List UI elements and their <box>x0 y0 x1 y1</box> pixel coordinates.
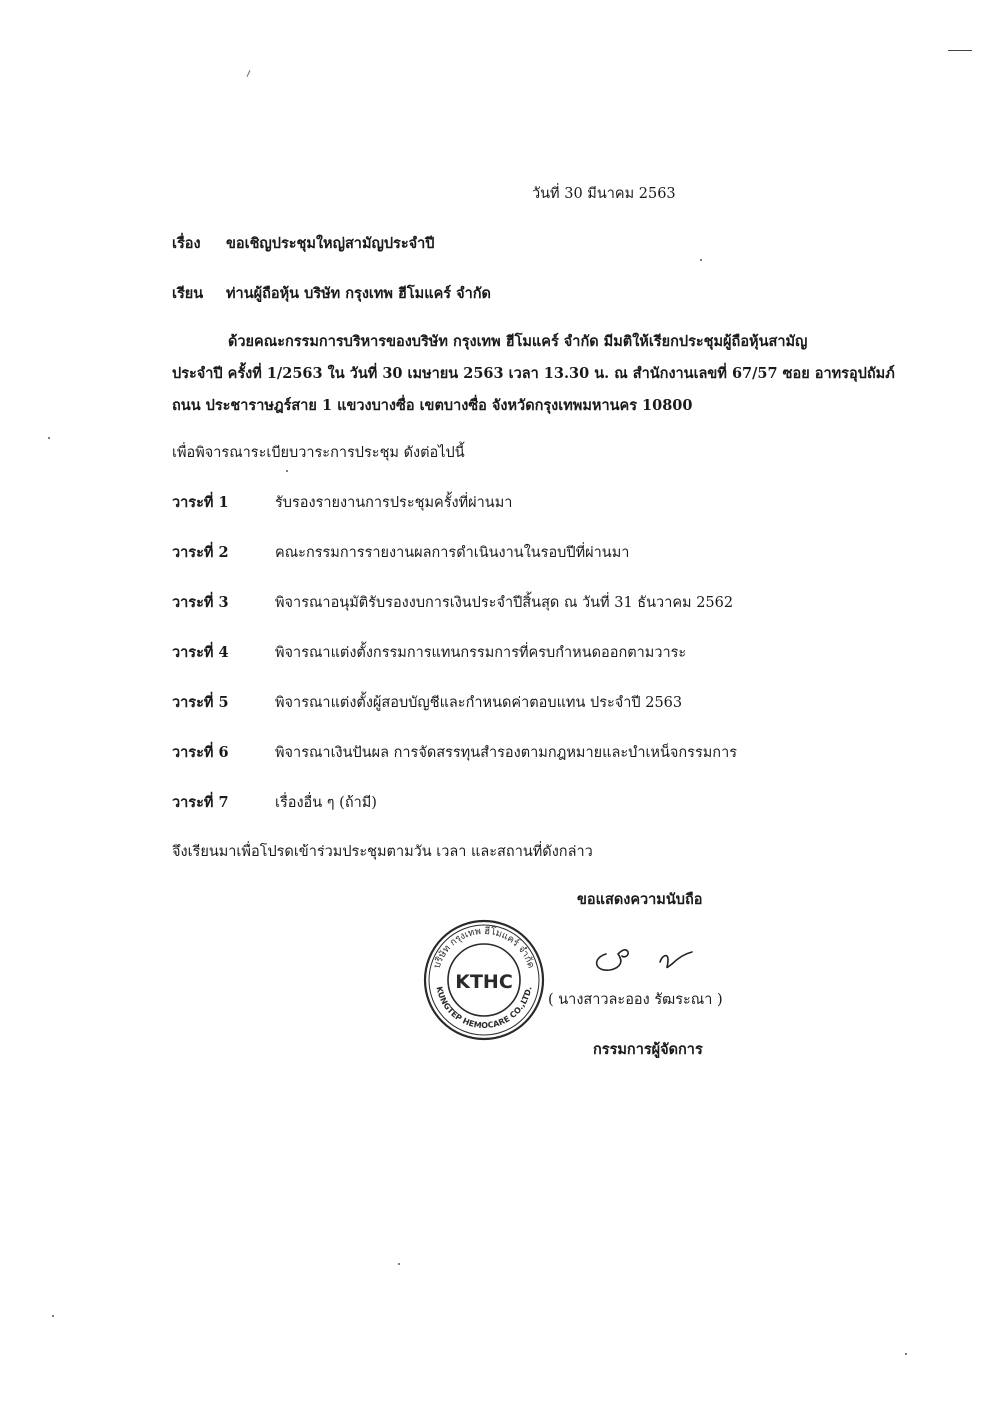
document-date: วันที่ 30 มีนาคม 2563 <box>532 186 676 202</box>
stamp-ring-top-text: บริษัท กรุงเทพ ฮีโมแคร์ จำกัด <box>431 925 537 970</box>
scan-speck <box>286 470 288 472</box>
subject-label: เรื่อง <box>172 235 201 252</box>
handwritten-signature <box>588 940 718 980</box>
body-line-2: ประจำปี ครั้งที่ 1/2563 ใน วันที่ 30 เมษายน 2563 เวลา 13.30 น. ณ สำนักงานเลขที่ 67/57 ซอย อาทรอุปถัมภ์ <box>172 365 895 382</box>
agenda-item-5-label: วาระที่ 5 <box>172 694 229 711</box>
agenda-item-1-text: รับรองรายงานการประชุมครั้งที่ผ่านมา <box>275 495 513 511</box>
agenda-item-6-label: วาระที่ 6 <box>172 744 229 761</box>
scan-speck <box>700 259 702 261</box>
agenda-item-3-label: วาระที่ 3 <box>172 594 229 611</box>
agenda-item-4-text: พิจารณาแต่งตั้งกรรมการแทนกรรมการที่ครบกำหนดออกตามวาระ <box>275 645 687 661</box>
stamp-ring-bottom-text: KUNGTEP HEMOCARE CO.,LTD. <box>434 985 534 1031</box>
signatory-title: กรรมการผู้จัดการ <box>593 1041 703 1058</box>
recipient-label: เรียน <box>172 285 204 302</box>
agenda-item-7-label: วาระที่ 7 <box>172 794 229 811</box>
scan-speck <box>398 1263 400 1265</box>
agenda-item-1-label: วาระที่ 1 <box>172 494 229 511</box>
regards-text: ขอแสดงความนับถือ <box>577 891 703 908</box>
agenda-item-6-text: พิจารณาเงินปันผล การจัดสรรทุนสำรองตามกฎหมายและบำเหน็จกรรมการ <box>275 745 738 761</box>
closing-sentence: จึงเรียนมาเพื่อโปรดเข้าร่วมประชุมตามวัน เวลา และสถานที่ดังกล่าว <box>172 844 593 860</box>
body-line-3: ถนน ประชาราษฎร์สาย 1 แขวงบางซื่อ เขตบางซื่อ จังหวัดกรุงเทพมหานคร 10800 <box>172 397 693 414</box>
agenda-item-3-text: พิจารณาอนุมัติรับรองงบการเงินประจำปีสิ้นสุด ณ วันที่ 31 ธันวาคม 2562 <box>275 595 734 611</box>
scan-speck <box>52 1315 54 1317</box>
agenda-item-2-text: คณะกรรมการรายงานผลการดำเนินงานในรอบปีที่ผ่านมา <box>275 545 630 561</box>
scan-speck <box>48 437 50 439</box>
scan-mark-top-left <box>247 70 251 77</box>
agenda-item-5-text: พิจารณาแต่งตั้งผู้สอบบัญชีและกำหนดค่าตอบแทน ประจำปี 2563 <box>275 695 683 711</box>
recipient-text: ท่านผู้ถือหุ้น บริษัท กรุงเทพ ฮีโมแคร์ จำกัด <box>226 285 491 302</box>
agenda-item-7-text: เรื่องอื่น ๆ (ถ้ามี) <box>275 795 377 811</box>
subject-text: ขอเชิญประชุมใหญ่สามัญประจำปี <box>226 235 435 252</box>
body-line-1: ด้วยคณะกรรมการบริหารของบริษัท กรุงเทพ ฮีโมแคร์ จำกัด มีมติให้เรียกประชุมผู้ถือหุ้นสามัญ <box>228 333 808 350</box>
agenda-item-2-label: วาระที่ 2 <box>172 544 229 561</box>
agenda-item-4-label: วาระที่ 4 <box>172 644 229 661</box>
stamp-center-text: KTHC <box>455 971 513 993</box>
company-stamp <box>422 918 546 1042</box>
scan-mark-top-right <box>948 50 972 51</box>
scan-speck <box>905 1353 907 1355</box>
signatory-name: ( นางสาวละออง รัฒระณา ) <box>548 992 723 1008</box>
agenda-intro: เพื่อพิจารณาระเบียบวาระการประชุม ดังต่อไปนี้ <box>172 445 465 461</box>
